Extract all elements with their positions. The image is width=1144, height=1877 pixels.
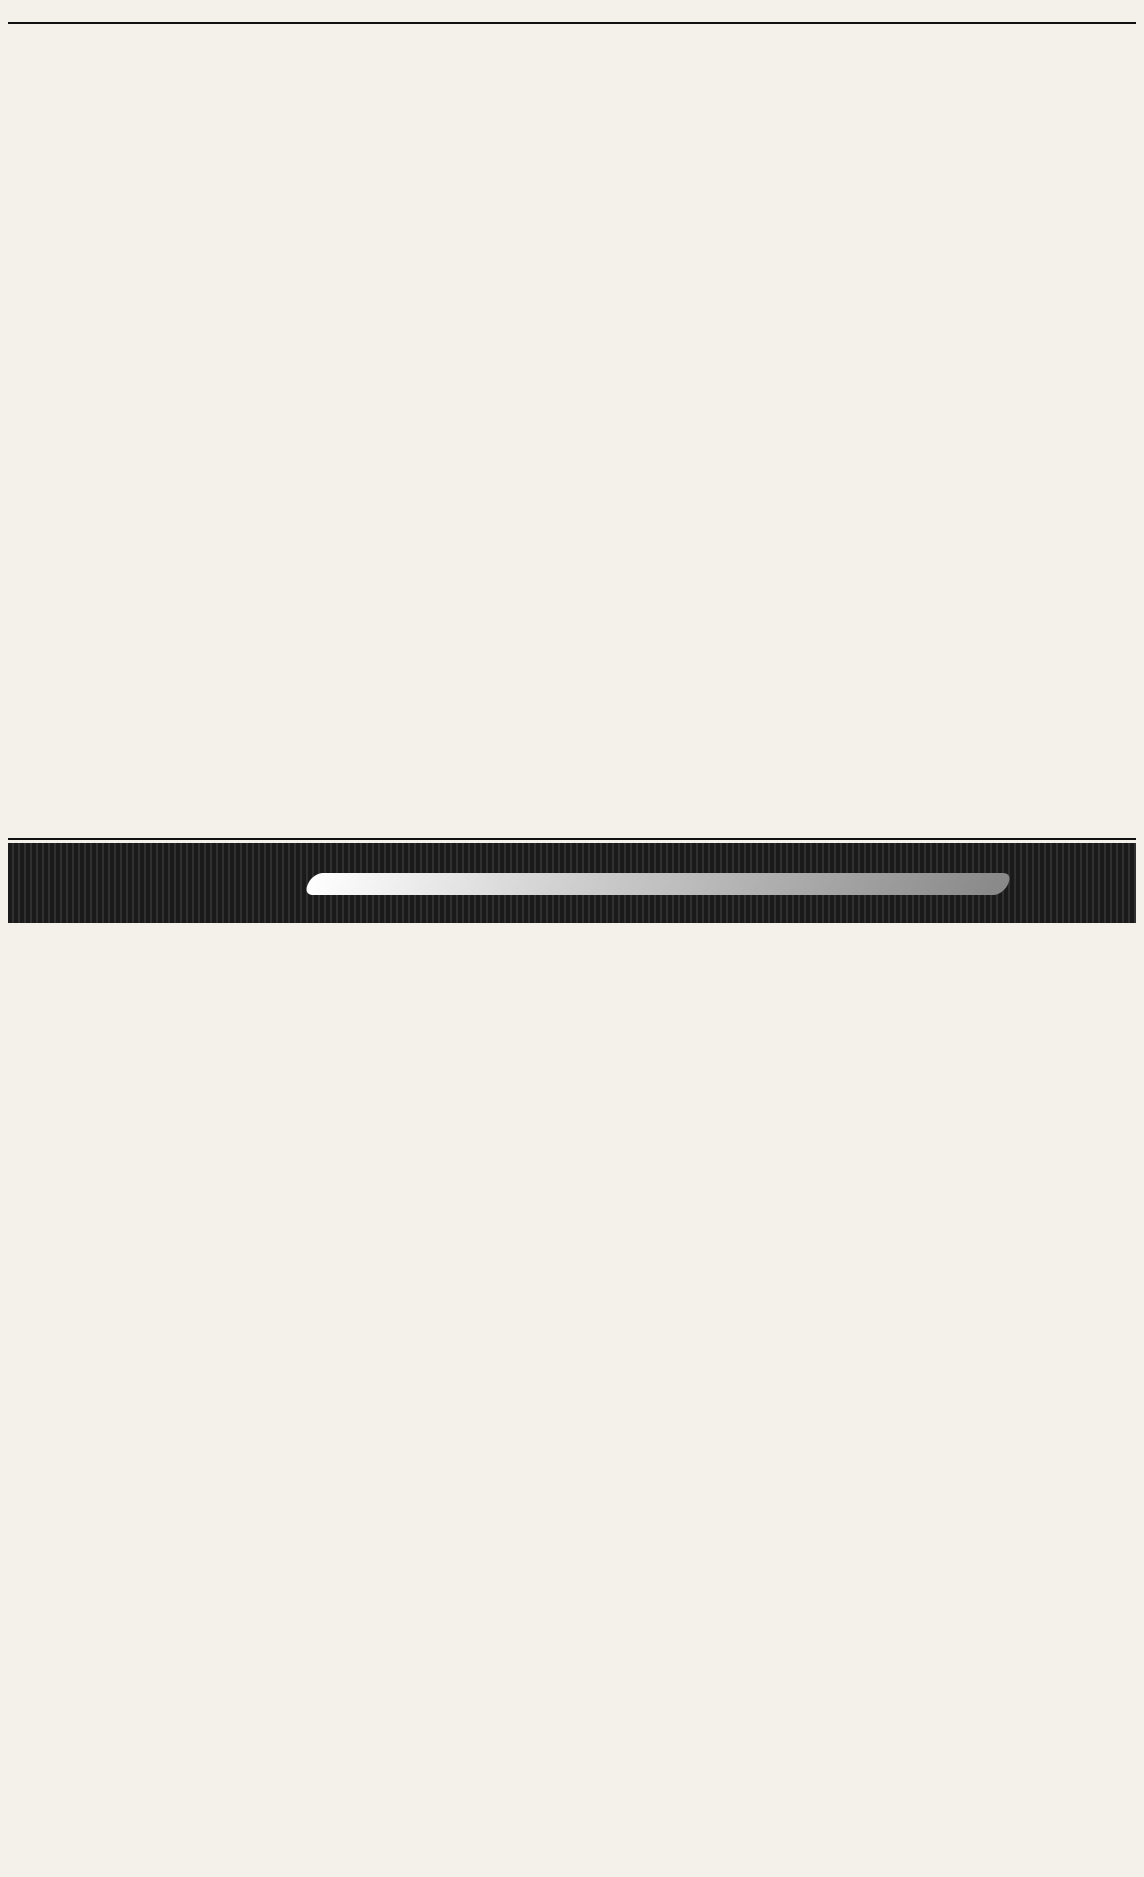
classifieds-top-section: [8, 28, 1136, 840]
page-header: [8, 6, 1136, 24]
classifieds-bottom-section: [8, 926, 1136, 1854]
banner-swoosh: [303, 873, 1013, 895]
home-services-banner: [8, 843, 1136, 923]
